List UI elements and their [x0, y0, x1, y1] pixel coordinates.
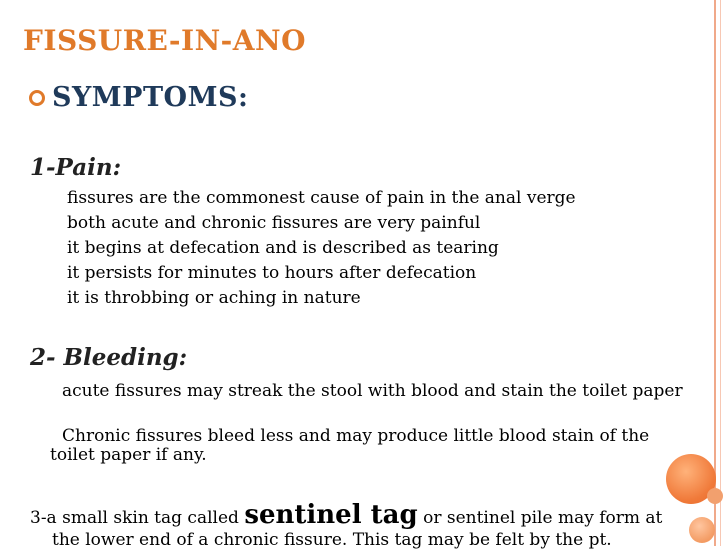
bleeding-heading: 2- Bleeding:	[30, 344, 188, 371]
sentinel-line-2: the lower end of a chronic fissure. This tag may be felt by the pt.	[52, 530, 612, 550]
list-item: it is throbbing or aching in nature	[67, 288, 361, 308]
sentinel-suffix: or sentinel pile may form at	[417, 508, 663, 528]
bleeding-paragraph-chronic	[50, 427, 690, 465]
slide-title: FISSURE-IN-ANO	[23, 24, 306, 57]
list-item: fissures are the commonest cause of pain in the anal verge	[67, 188, 576, 208]
bleeding-text-chronic: Chronic fissures bleed less and may produce little blood stain of the toilet paper if any.	[50, 426, 650, 465]
bleeding-text-acute: acute fissures may streak the stool with blood and stain the toilet paper	[62, 381, 683, 401]
sentinel-line	[30, 500, 662, 530]
orange-circle-small-decoration	[689, 517, 715, 543]
section-row	[29, 82, 248, 113]
sentinel-emphasis: sentinel tag	[244, 500, 418, 530]
section-heading: SYMPTOMS:	[52, 82, 249, 113]
list-item: it begins at defecation and is described as tearing	[67, 238, 499, 258]
sentinel-prefix: 3-a small skin tag called	[30, 508, 245, 528]
list-item: both acute and chronic fissures are very painful	[67, 213, 481, 233]
bleeding-paragraph-acute	[50, 382, 690, 401]
orange-circle-medium-decoration	[707, 488, 723, 504]
ring-bullet-icon	[29, 90, 45, 106]
pain-heading: 1-Pain:	[30, 154, 122, 181]
list-item: it persists for minutes to hours after defecation	[67, 263, 477, 283]
pain-list	[67, 186, 576, 311]
